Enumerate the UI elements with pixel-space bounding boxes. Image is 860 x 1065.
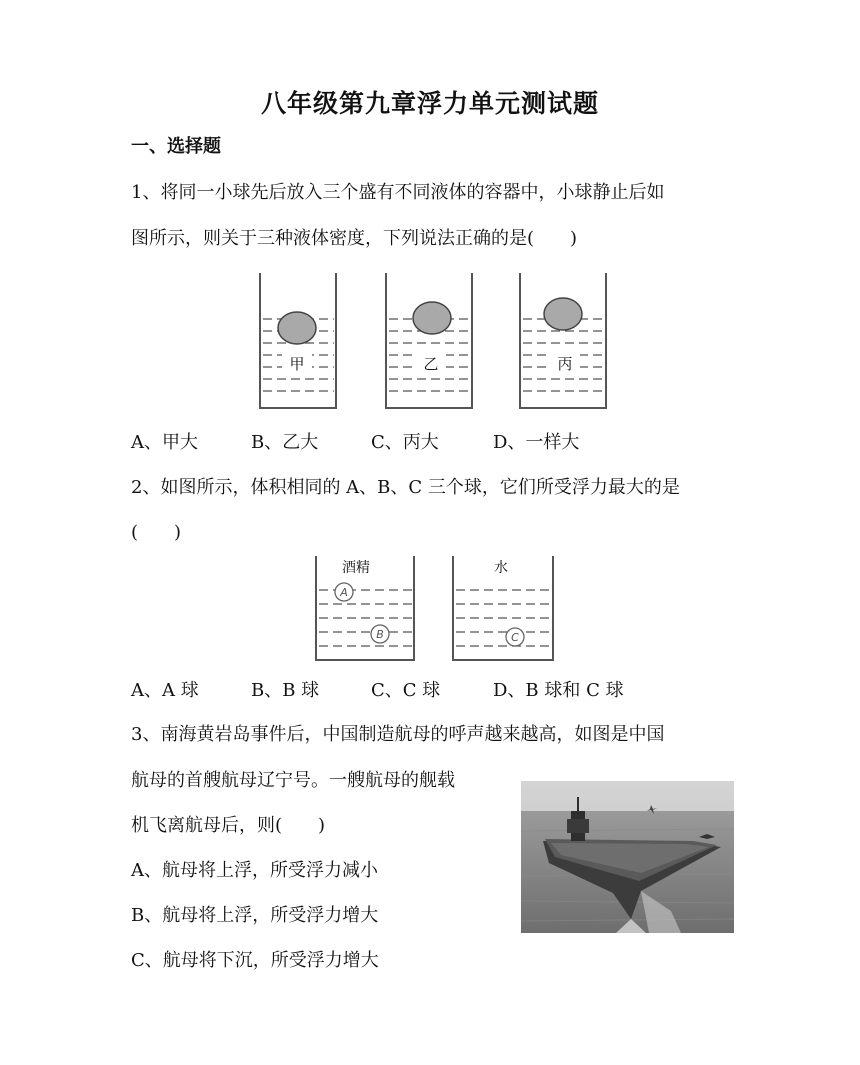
q2-option-b[interactable]: B、B 球: [251, 680, 320, 701]
q1-text-line1: 1、将同一小球先后放入三个盛有不同液体的容器中，小球静止后如: [131, 182, 665, 203]
q2-text-line2: ( ): [131, 522, 182, 543]
ball-c-label: C: [511, 631, 519, 644]
q3-text-line2: 航母的首艘航母辽宁号。一艘航母的舰载: [131, 770, 455, 791]
page-title: 八年级第九章浮力单元测试题: [260, 89, 599, 118]
q2-option-c[interactable]: C、C 球: [371, 680, 441, 701]
q1-option-c[interactable]: C、丙大: [371, 432, 439, 453]
ball-a-label: A: [340, 586, 348, 599]
ball-in-yi: [413, 302, 451, 334]
q2-options: [131, 676, 624, 702]
q2-option-d[interactable]: D、B 球和 C 球: [493, 680, 624, 701]
label-water: 水: [494, 560, 508, 576]
q1-option-d[interactable]: D、一样大: [493, 432, 580, 453]
ball-b-label: B: [376, 628, 384, 641]
q1-figure-containers: [250, 268, 620, 413]
q1-text-line2: 图所示，则关于三种液体密度，下列说法正确的是( ): [131, 228, 578, 249]
q3-option-b[interactable]: B、航母将上浮，所受浮力增大: [131, 905, 379, 926]
q1-options: [131, 428, 579, 454]
section-heading: 一、选择题: [131, 136, 221, 157]
label-jia: 甲: [289, 355, 305, 373]
aircraft-carrier-photo: [521, 781, 734, 933]
q2-text-line1: 2、如图所示，体积相同的 A、B、C 三个球，它们所受浮力最大的是: [131, 477, 680, 498]
label-alcohol: 酒精: [342, 560, 370, 576]
q2-option-a[interactable]: A、A 球: [131, 680, 199, 701]
q3-option-c[interactable]: C、航母将下沉，所受浮力增大: [131, 950, 379, 971]
q1-option-a[interactable]: A、甲大: [131, 432, 198, 453]
container-yi: [386, 273, 472, 408]
label-bing: 丙: [557, 355, 573, 373]
q2-figure-containers: [308, 552, 568, 664]
label-yi: 乙: [423, 355, 439, 373]
q3-option-a[interactable]: A、航母将上浮，所受浮力减小: [131, 860, 378, 881]
q1-option-b[interactable]: B、乙大: [251, 432, 319, 453]
q3-text-line3: 机飞离航母后，则( ): [131, 815, 326, 836]
ball-in-bing: [544, 298, 582, 330]
q3-text-line1: 3、南海黄岩岛事件后，中国制造航母的呼声越来越高，如图是中国: [131, 724, 665, 745]
ball-in-jia: [278, 312, 316, 344]
container-bing: [520, 273, 606, 408]
